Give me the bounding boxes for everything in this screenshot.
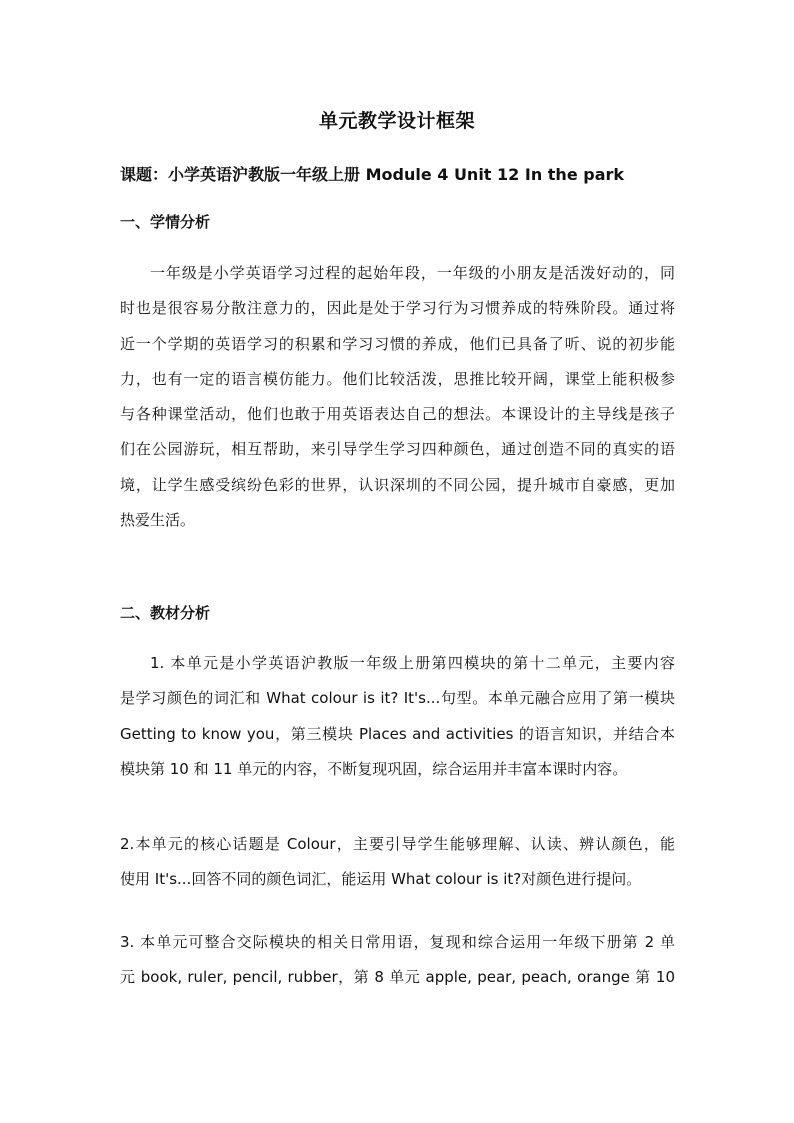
document-title: 单元教学设计框架 — [318, 110, 475, 132]
paragraph-line: 力，也有一定的语言模仿能力。他们比较活泼，思推比较开阔，课堂上能积极参 — [120, 369, 675, 388]
paragraph-line: 们在公园游玩，相互帮助，来引导学生学习四种颜色，通过创造不同的真实的语 — [120, 440, 675, 459]
material-analysis-item-2 — [120, 827, 675, 898]
lesson-subject: 课题：小学英语沪教版一年级上册 Module 4 Unit 12 In the park — [120, 165, 625, 184]
paragraph-line: 是学习颜色的词汇和 What colour is it? It's...句型。本单元融合应用了第一模块 — [120, 689, 675, 708]
paragraph-line: 1. 本单元是小学英语沪教版一年级上册第四模块的第十二单元，主要内容 — [150, 654, 675, 672]
material-analysis-item-1 — [120, 646, 675, 787]
paragraph-line: 3. 本单元可整合交际模块的相关日常用语，复现和综合运用一年级下册第 2 单 — [120, 933, 675, 951]
paragraph-line: 境，让学生感受缤纷色彩的世界，认识深圳的不同公园，提升城市自豪感，更加 — [120, 475, 675, 494]
section-heading-learner-analysis: 一、学情分析 — [120, 213, 211, 231]
learner-analysis-paragraph — [120, 256, 675, 538]
paragraph-line: Getting to know you，第三模块 Places and activities 的语言知识，并结合本 — [120, 724, 675, 743]
paragraph-line: 热爱生活。 — [120, 511, 196, 530]
paragraph-line: 元 book, ruler, pencil, rubber，第 8 单元 apple, pear, peach, orange 第 10 — [120, 968, 675, 987]
paragraph-line: 模块第 10 和 11 单元的内容，不断复现巩固，综合运用并丰富本课时内容。 — [120, 759, 628, 778]
section-heading-material-analysis: 二、教材分析 — [120, 604, 211, 622]
paragraph-line: 时也是很容易分散注意力的，因此是处于学习行为习惯养成的特殊阶段。通过将 — [120, 299, 675, 318]
paragraph-line: 与各种课堂活动，他们也敢于用英语表达自己的想法。本课设计的主导线是孩子 — [120, 405, 675, 424]
paragraph-line: 使用 It's...回答不同的颜色词汇，能运用 What colour is it?对颜色进行提问。 — [120, 870, 642, 889]
material-analysis-item-3 — [120, 925, 675, 996]
paragraph-line: 一年级是小学英语学习过程的起始年段，一年级的小朋友是活泼好动的，同 — [150, 264, 675, 282]
paragraph-line: 2.本单元的核心话题是 Colour，主要引导学生能够理解、认读、辨认颜色，能 — [120, 835, 675, 853]
paragraph-line: 近一个学期的英语学习的积累和学习习惯的养成，他们已具备了听、说的初步能 — [120, 334, 675, 353]
